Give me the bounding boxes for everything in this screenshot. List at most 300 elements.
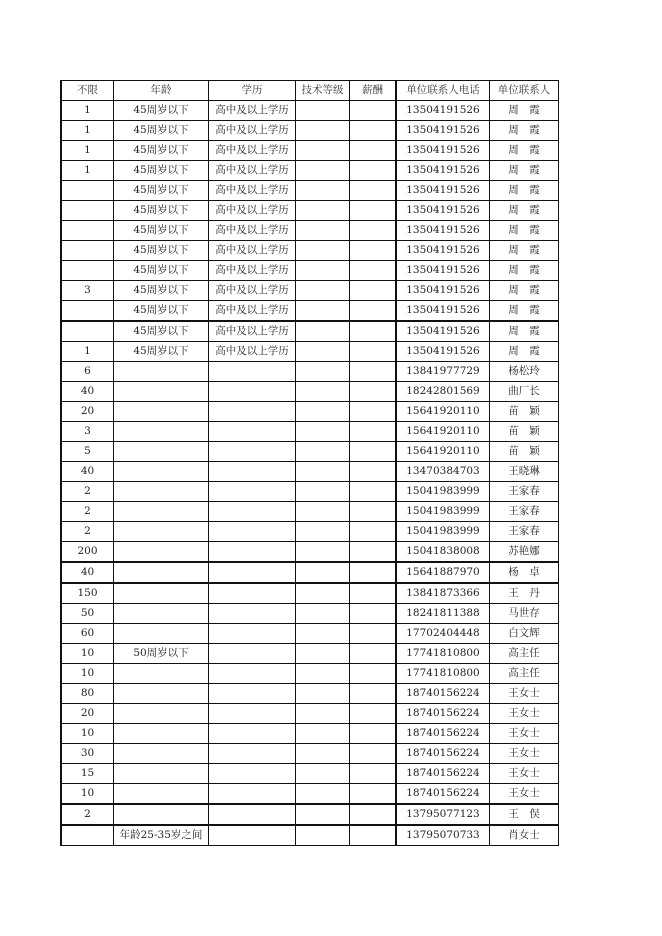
cell-contact-person: 周 霞 [490,261,559,281]
cell-tech-level [296,825,350,846]
cell-age [114,784,209,805]
cell-salary [350,221,397,241]
cell-count [61,301,114,322]
cell-age: 45周岁以下 [114,141,209,161]
cell-count: 3 [61,281,114,301]
table-row [61,261,559,281]
cell-contact-person: 肖女士 [490,825,559,846]
cell-contact-person: 周 霞 [490,201,559,221]
cell-age: 45周岁以下 [114,321,209,342]
cell-contact-person: 周 霞 [490,281,559,301]
header-row [61,81,559,101]
cell-contact-phone: 13470384703 [396,462,490,482]
cell-education [209,502,296,522]
cell-contact-phone: 13504191526 [396,221,490,241]
cell-tech-level [296,201,350,221]
cell-education [209,382,296,402]
cell-age: 45周岁以下 [114,181,209,201]
cell-education [209,764,296,784]
cell-count: 2 [61,482,114,502]
header-contact-person: 单位联系人 [490,81,559,101]
cell-education: 高中及以上学历 [209,321,296,342]
table-row [61,644,559,664]
cell-count: 200 [61,542,114,563]
cell-education [209,442,296,462]
cell-contact-phone: 18740156224 [396,744,490,764]
cell-age [114,764,209,784]
cell-education [209,482,296,502]
cell-contact-phone: 13504191526 [396,301,490,322]
cell-tech-level [296,804,350,825]
cell-contact-phone: 18740156224 [396,784,490,805]
cell-salary [350,301,397,322]
cell-count: 40 [61,382,114,402]
cell-contact-person: 周 霞 [490,342,559,362]
cell-education [209,804,296,825]
cell-salary [350,542,397,563]
cell-education [209,704,296,724]
cell-contact-phone: 13504191526 [396,321,490,342]
cell-age [114,684,209,704]
cell-contact-person: 杨 卓 [490,562,559,583]
table-row [61,764,559,784]
cell-contact-person: 马世存 [490,604,559,624]
cell-contact-person: 周 霞 [490,121,559,141]
table-row [61,121,559,141]
cell-contact-person: 高主任 [490,644,559,664]
cell-tech-level [296,181,350,201]
cell-tech-level [296,562,350,583]
cell-salary [350,201,397,221]
cell-salary [350,442,397,462]
cell-tech-level [296,422,350,442]
cell-education [209,744,296,764]
cell-salary [350,604,397,624]
table-row [61,321,559,342]
cell-education: 高中及以上学历 [209,141,296,161]
cell-contact-phone: 17741810800 [396,664,490,684]
cell-salary [350,141,397,161]
cell-age [114,482,209,502]
cell-education: 高中及以上学历 [209,342,296,362]
cell-salary [350,562,397,583]
cell-salary [350,181,397,201]
cell-age [114,382,209,402]
cell-age [114,462,209,482]
cell-contact-phone: 13504191526 [396,101,490,121]
cell-contact-phone: 18740156224 [396,704,490,724]
cell-age: 45周岁以下 [114,221,209,241]
cell-education [209,583,296,604]
cell-count [61,201,114,221]
table-row [61,402,559,422]
cell-count: 15 [61,764,114,784]
cell-contact-phone: 15041838008 [396,542,490,563]
cell-age [114,442,209,462]
cell-salary [350,784,397,805]
cell-age [114,624,209,644]
cell-age: 45周岁以下 [114,161,209,181]
cell-contact-phone: 17702404448 [396,624,490,644]
cell-contact-phone: 13504191526 [396,141,490,161]
cell-tech-level [296,161,350,181]
cell-count: 10 [61,784,114,805]
cell-education [209,562,296,583]
cell-contact-person: 苗 颖 [490,422,559,442]
header-salary: 薪酬 [350,81,397,101]
cell-contact-person: 周 霞 [490,161,559,181]
cell-education: 高中及以上学历 [209,261,296,281]
cell-count: 1 [61,121,114,141]
cell-tech-level [296,684,350,704]
cell-contact-phone: 13504191526 [396,241,490,261]
table-row [61,141,559,161]
cell-salary [350,402,397,422]
cell-count: 10 [61,664,114,684]
cell-tech-level [296,281,350,301]
cell-age: 45周岁以下 [114,301,209,322]
cell-age: 45周岁以下 [114,342,209,362]
cell-salary [350,342,397,362]
table-row [61,604,559,624]
cell-contact-phone: 13504191526 [396,161,490,181]
cell-tech-level [296,402,350,422]
cell-tech-level [296,644,350,664]
cell-contact-phone: 13504191526 [396,342,490,362]
cell-education: 高中及以上学历 [209,201,296,221]
table-row [61,422,559,442]
cell-tech-level [296,221,350,241]
cell-count: 2 [61,804,114,825]
cell-salary [350,764,397,784]
cell-salary [350,121,397,141]
header-education: 学历 [209,81,296,101]
cell-education: 高中及以上学历 [209,301,296,322]
cell-count [61,181,114,201]
cell-contact-phone: 13795070733 [396,825,490,846]
cell-age [114,724,209,744]
cell-education [209,624,296,644]
cell-contact-phone: 13504191526 [396,181,490,201]
cell-tech-level [296,442,350,462]
cell-salary [350,825,397,846]
cell-education [209,684,296,704]
cell-contact-person: 高主任 [490,664,559,684]
cell-contact-phone: 17741810800 [396,644,490,664]
cell-count: 10 [61,644,114,664]
cell-contact-person: 苗 颖 [490,402,559,422]
cell-contact-person: 王女士 [490,784,559,805]
cell-count: 20 [61,704,114,724]
cell-education [209,422,296,442]
cell-age [114,522,209,542]
cell-contact-person: 周 霞 [490,181,559,201]
cell-count [61,241,114,261]
cell-count: 40 [61,562,114,583]
cell-education [209,522,296,542]
cell-contact-phone: 15641920110 [396,422,490,442]
cell-count: 60 [61,624,114,644]
table-row [61,241,559,261]
cell-salary [350,101,397,121]
cell-contact-phone: 13795077123 [396,804,490,825]
cell-age: 45周岁以下 [114,281,209,301]
cell-count: 40 [61,462,114,482]
cell-contact-person: 周 霞 [490,141,559,161]
cell-contact-person: 周 霞 [490,221,559,241]
cell-count [61,321,114,342]
cell-age: 年龄25-35岁之间 [114,825,209,846]
cell-contact-phone: 18740156224 [396,684,490,704]
cell-education: 高中及以上学历 [209,221,296,241]
table-row [61,462,559,482]
table-row [61,522,559,542]
cell-tech-level [296,764,350,784]
cell-tech-level [296,583,350,604]
cell-education [209,402,296,422]
cell-contact-person: 白文辉 [490,624,559,644]
cell-contact-phone: 13504191526 [396,261,490,281]
cell-contact-person: 周 霞 [490,241,559,261]
cell-age [114,562,209,583]
cell-salary [350,462,397,482]
cell-tech-level [296,664,350,684]
cell-education [209,542,296,563]
cell-contact-phone: 18740156224 [396,724,490,744]
cell-tech-level [296,321,350,342]
table-row [61,502,559,522]
cell-tech-level [296,141,350,161]
cell-age [114,664,209,684]
cell-count: 3 [61,422,114,442]
cell-contact-phone: 15641920110 [396,402,490,422]
table-row [61,382,559,402]
cell-contact-phone: 13504191526 [396,281,490,301]
cell-contact-phone: 13504191526 [396,201,490,221]
cell-contact-phone: 15041983999 [396,482,490,502]
cell-count: 1 [61,342,114,362]
cell-salary [350,624,397,644]
cell-education: 高中及以上学历 [209,281,296,301]
cell-count [61,221,114,241]
cell-contact-phone: 13504191526 [396,121,490,141]
cell-count: 2 [61,502,114,522]
table-row [61,101,559,121]
cell-contact-person: 周 霞 [490,101,559,121]
cell-contact-person: 王女士 [490,764,559,784]
cell-age: 45周岁以下 [114,201,209,221]
table-row [61,542,559,563]
table-row [61,161,559,181]
cell-age: 45周岁以下 [114,241,209,261]
cell-count: 1 [61,141,114,161]
cell-tech-level [296,604,350,624]
cell-count: 1 [61,101,114,121]
cell-tech-level [296,382,350,402]
cell-tech-level [296,482,350,502]
cell-contact-person: 曲厂长 [490,382,559,402]
table-row [61,362,559,382]
cell-contact-person: 苗 颖 [490,442,559,462]
cell-contact-phone: 15041983999 [396,522,490,542]
cell-salary [350,664,397,684]
cell-salary [350,161,397,181]
table-row [61,704,559,724]
cell-tech-level [296,301,350,322]
cell-contact-person: 王女士 [490,744,559,764]
cell-salary [350,804,397,825]
table-row [61,281,559,301]
cell-count: 150 [61,583,114,604]
cell-salary [350,241,397,261]
cell-salary [350,321,397,342]
table-row [61,825,559,846]
header-age: 年龄 [114,81,209,101]
cell-tech-level [296,342,350,362]
cell-education [209,724,296,744]
cell-age [114,704,209,724]
cell-age: 50周岁以下 [114,644,209,664]
cell-age [114,604,209,624]
cell-education [209,462,296,482]
table-row [61,562,559,583]
cell-contact-phone: 15641887970 [396,562,490,583]
cell-count: 10 [61,724,114,744]
cell-age [114,422,209,442]
cell-age [114,744,209,764]
cell-education [209,604,296,624]
cell-education [209,664,296,684]
cell-contact-person: 王家春 [490,522,559,542]
cell-contact-person: 苏艳娜 [490,542,559,563]
cell-tech-level [296,704,350,724]
cell-age [114,502,209,522]
cell-tech-level [296,362,350,382]
cell-count: 5 [61,442,114,462]
cell-contact-person: 王女士 [490,704,559,724]
table-row [61,442,559,462]
cell-age: 45周岁以下 [114,261,209,281]
cell-education: 高中及以上学历 [209,181,296,201]
table-row [61,583,559,604]
cell-age: 45周岁以下 [114,121,209,141]
cell-salary [350,261,397,281]
table-row [61,482,559,502]
cell-contact-person: 王女士 [490,724,559,744]
cell-education: 高中及以上学历 [209,101,296,121]
cell-contact-phone: 15641920110 [396,442,490,462]
table-row [61,221,559,241]
cell-count: 2 [61,522,114,542]
cell-education: 高中及以上学历 [209,241,296,261]
cell-count: 30 [61,744,114,764]
cell-salary [350,522,397,542]
cell-tech-level [296,624,350,644]
cell-count: 1 [61,161,114,181]
cell-salary [350,482,397,502]
header-count: 不限 [61,81,114,101]
table-row [61,804,559,825]
cell-tech-level [296,542,350,563]
cell-contact-phone: 18242801569 [396,382,490,402]
cell-count: 6 [61,362,114,382]
cell-tech-level [296,522,350,542]
header-contact-phone: 单位联系人电话 [396,81,490,101]
table-row [61,684,559,704]
cell-contact-phone: 18241811388 [396,604,490,624]
cell-count: 80 [61,684,114,704]
cell-tech-level [296,261,350,281]
cell-contact-person: 周 霞 [490,301,559,322]
cell-contact-person: 王家春 [490,502,559,522]
cell-count [61,261,114,281]
cell-age: 45周岁以下 [114,101,209,121]
table-row [61,664,559,684]
cell-education: 高中及以上学历 [209,121,296,141]
cell-age [114,402,209,422]
cell-salary [350,583,397,604]
cell-salary [350,281,397,301]
cell-contact-person: 王 俣 [490,804,559,825]
cell-age [114,804,209,825]
table-row [61,342,559,362]
cell-age [114,362,209,382]
header-tech-level: 技术等级 [296,81,350,101]
cell-salary [350,362,397,382]
cell-salary [350,382,397,402]
cell-contact-phone: 13841873366 [396,583,490,604]
table-row [61,301,559,322]
table-row [61,201,559,221]
job-listing-table [60,80,559,846]
cell-education: 高中及以上学历 [209,161,296,181]
cell-contact-person: 王家春 [490,482,559,502]
cell-tech-level [296,744,350,764]
cell-tech-level [296,101,350,121]
cell-count: 20 [61,402,114,422]
cell-contact-person: 王女士 [490,684,559,704]
cell-tech-level [296,241,350,261]
cell-salary [350,744,397,764]
cell-contact-phone: 13841977729 [396,362,490,382]
cell-salary [350,684,397,704]
cell-tech-level [296,502,350,522]
cell-age [114,583,209,604]
cell-contact-person: 王晓琳 [490,462,559,482]
table-row [61,624,559,644]
cell-contact-phone: 18740156224 [396,764,490,784]
cell-tech-level [296,724,350,744]
cell-education [209,825,296,846]
cell-tech-level [296,462,350,482]
cell-education [209,362,296,382]
table-row [61,724,559,744]
cell-salary [350,502,397,522]
cell-education [209,784,296,805]
cell-tech-level [296,121,350,141]
cell-salary [350,422,397,442]
cell-count [61,825,114,846]
cell-salary [350,724,397,744]
cell-education [209,644,296,664]
cell-count: 50 [61,604,114,624]
cell-contact-person: 周 霞 [490,321,559,342]
table-body [61,101,559,846]
cell-salary [350,704,397,724]
cell-age [114,542,209,563]
cell-salary [350,644,397,664]
cell-tech-level [296,784,350,805]
